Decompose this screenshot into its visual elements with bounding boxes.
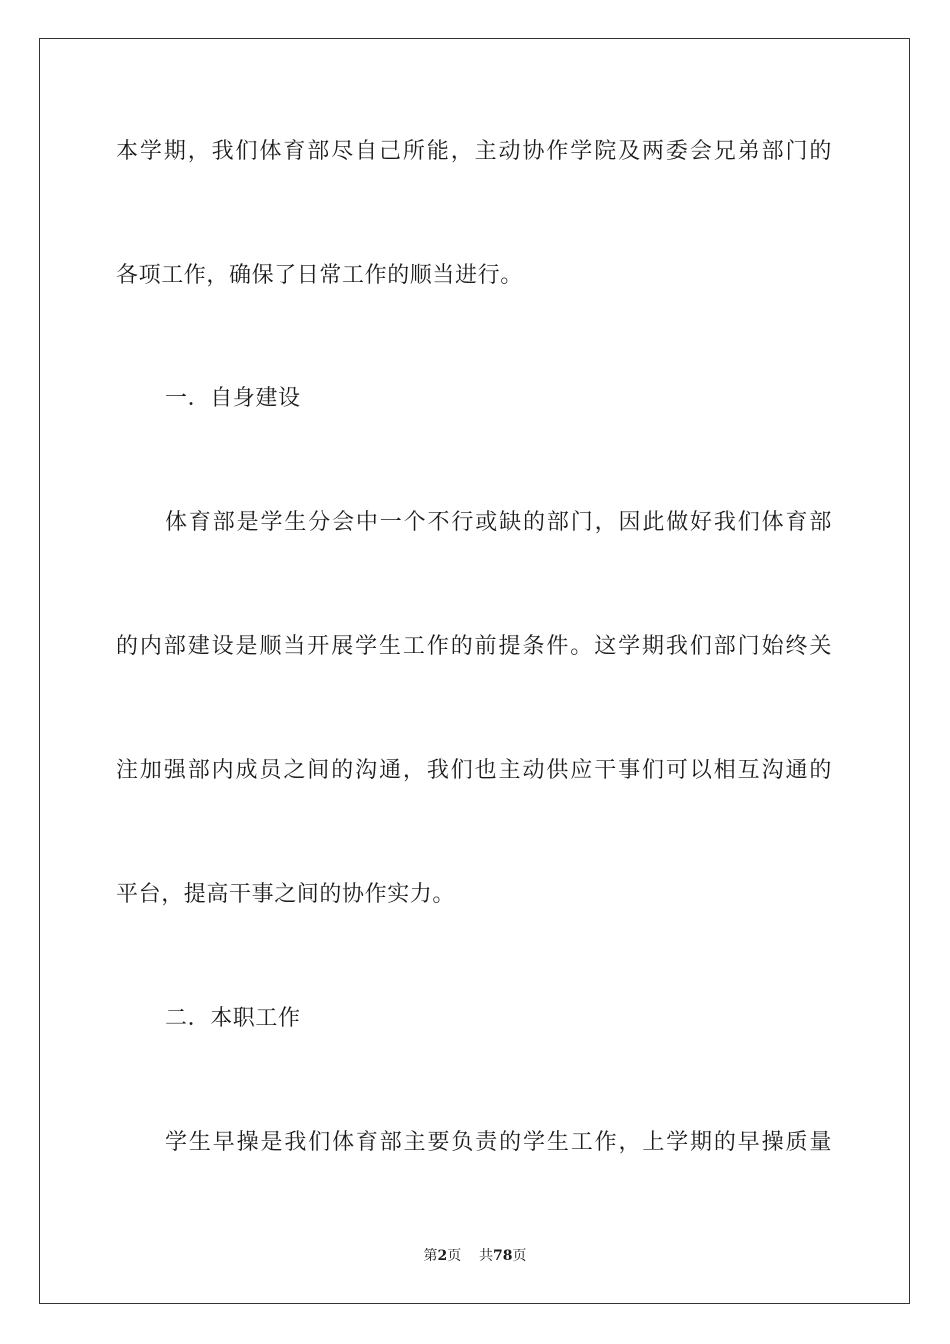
paragraph-line-6: 平台，提高干事之间的协作实力。 [116,882,456,907]
footer-page-prefix: 第 [423,1248,438,1264]
paragraph-line-2: 各项工作，确保了日常工作的顺当进行。 [116,263,523,288]
page-footer [0,1246,950,1266]
footer-page-current: 2 [437,1248,448,1264]
footer-page-suffix: 页 [447,1248,462,1264]
paragraph-line-1: 本学期，我们体育部尽自己所能，主动协作学院及两委会兄弟部门的 [116,139,832,164]
paragraph-line-7: 学生早操是我们体育部主要负责的学生工作，上学期的早操质量 [165,1130,832,1155]
paragraph-line-4: 的内部建设是顺当开展学生工作的前提条件。这学期我们部门始终关 [116,634,832,659]
section-heading-duties: 二．本职工作 [165,1006,301,1031]
paragraph-line-5: 注加强部内成员之间的沟通，我们也主动供应干事们可以相互沟通的 [116,758,832,783]
footer-total-suffix: 页 [512,1248,527,1264]
page-frame [39,38,910,1304]
footer-gap [461,1248,479,1264]
paragraph-line-3: 体育部是学生分会中一个不行或缺的部门，因此做好我们体育部 [165,510,832,535]
footer-page-total: 78 [493,1248,513,1264]
footer-total-prefix: 共 [479,1248,494,1264]
section-heading-self-building: 一．自身建设 [165,386,301,411]
